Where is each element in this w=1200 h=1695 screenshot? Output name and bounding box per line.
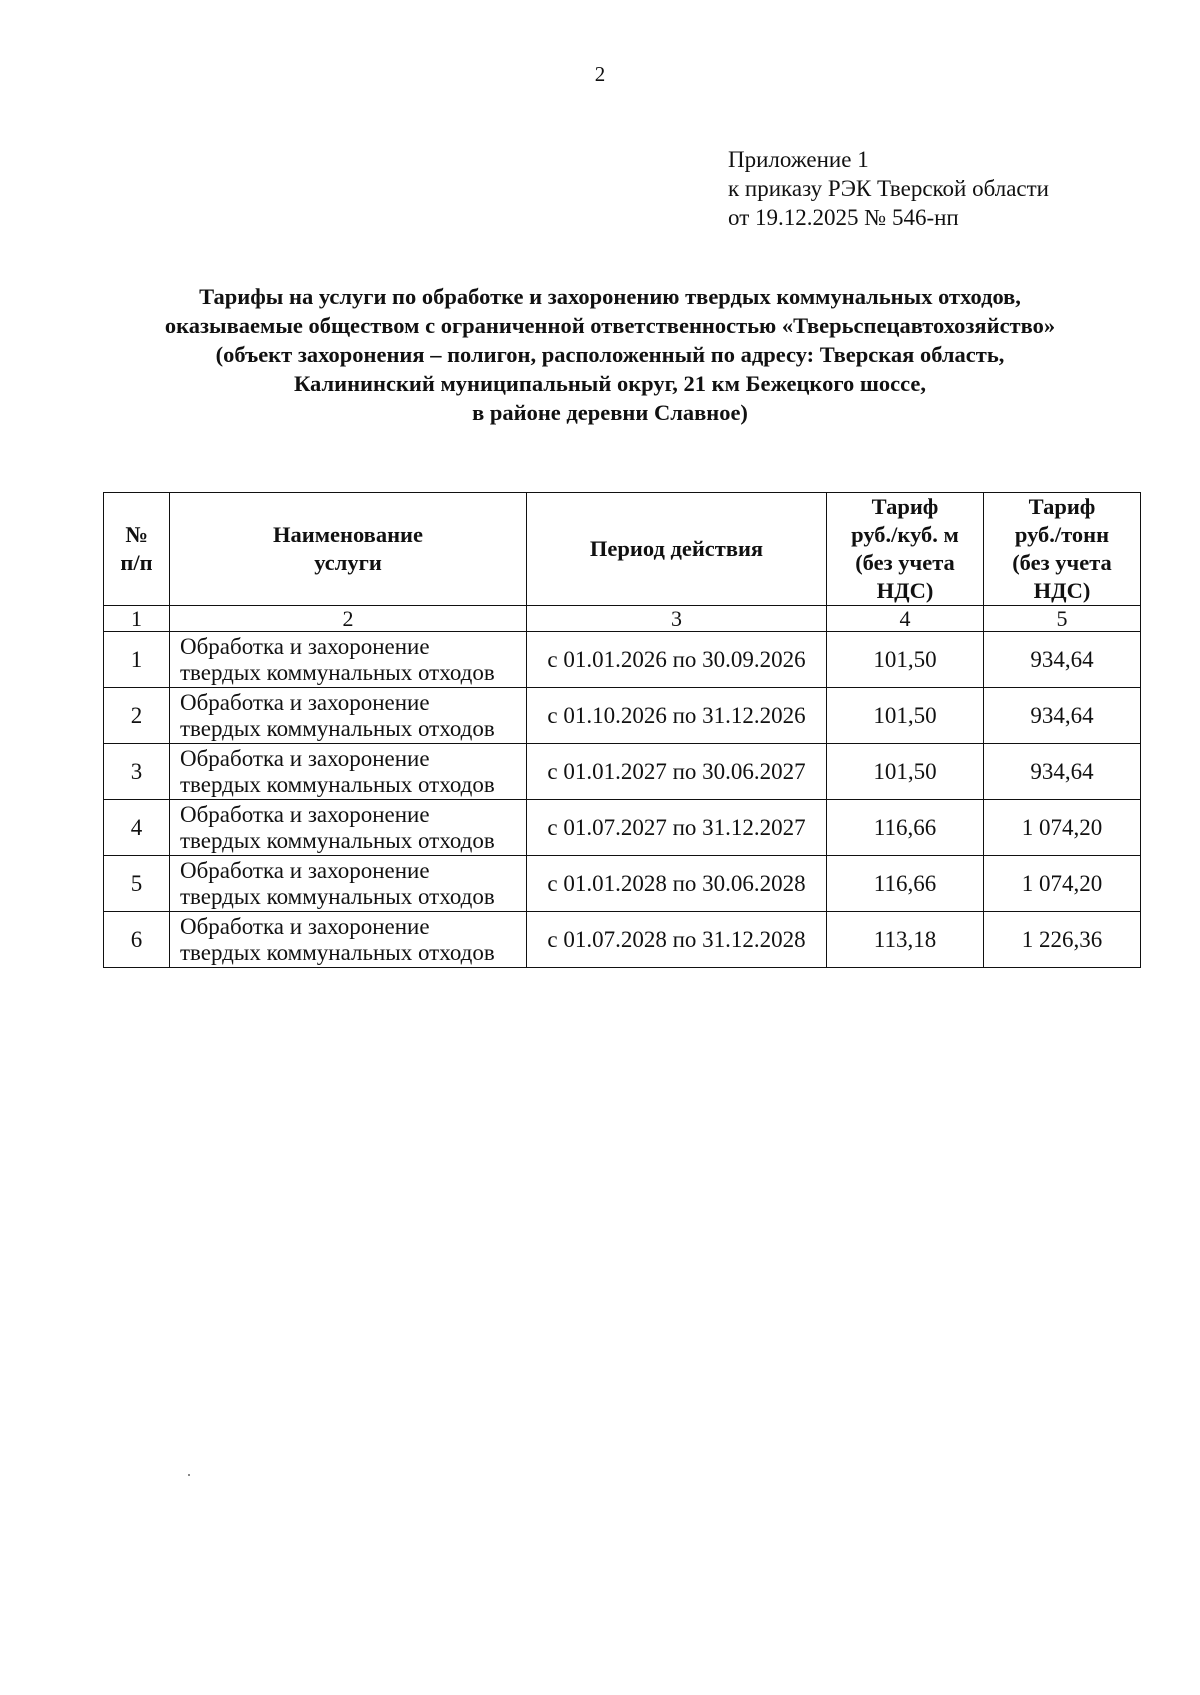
table-row bbox=[104, 744, 1141, 800]
table-header-row bbox=[104, 493, 1141, 606]
appendix-reference bbox=[728, 145, 1049, 232]
tariff-t: 1 074,20 bbox=[984, 800, 1141, 856]
tariff-m3: 116,66 bbox=[827, 856, 984, 912]
validity-period: с 01.10.2026 по 31.12.2026 bbox=[527, 688, 827, 744]
service-name: Обработка и захоронение твердых коммунальных отходов bbox=[170, 744, 527, 800]
tariff-t: 1 226,36 bbox=[984, 912, 1141, 968]
tariff-m3: 116,66 bbox=[827, 800, 984, 856]
row-number: 4 bbox=[104, 800, 170, 856]
header-tariff-m3: Тариф руб./куб. м (без учета НДС) bbox=[827, 493, 984, 606]
column-number: 4 bbox=[827, 606, 984, 632]
validity-period: с 01.07.2027 по 31.12.2027 bbox=[527, 800, 827, 856]
column-number: 5 bbox=[984, 606, 1141, 632]
tariff-m3: 101,50 bbox=[827, 632, 984, 688]
column-number: 1 bbox=[104, 606, 170, 632]
table-row bbox=[104, 912, 1141, 968]
service-name: Обработка и захоронение твердых коммунальных отходов bbox=[170, 632, 527, 688]
tariff-t: 934,64 bbox=[984, 744, 1141, 800]
appendix-line: Приложение 1 bbox=[728, 147, 869, 172]
title-line: (объект захоронения – полигон, расположенный по адресу: Тверская область, bbox=[215, 342, 1005, 367]
tariff-t: 934,64 bbox=[984, 688, 1141, 744]
row-number: 6 bbox=[104, 912, 170, 968]
header-num: № п/п bbox=[104, 493, 170, 606]
page-number: 2 bbox=[594, 62, 606, 86]
tariff-m3: 113,18 bbox=[827, 912, 984, 968]
table-row bbox=[104, 632, 1141, 688]
table-row bbox=[104, 688, 1141, 744]
column-number: 3 bbox=[527, 606, 827, 632]
validity-period: с 01.01.2028 по 30.06.2028 bbox=[527, 856, 827, 912]
header-name: Наименование услуги bbox=[170, 493, 527, 606]
tariff-table bbox=[103, 492, 1141, 968]
validity-period: с 01.01.2026 по 30.09.2026 bbox=[527, 632, 827, 688]
title-line: Тарифы на услуги по обработке и захоронению твердых коммунальных отходов, bbox=[199, 284, 1021, 309]
title-line: Калининский муниципальный округ, 21 км Бежецкого шоссе, bbox=[294, 371, 926, 396]
header-tariff-t: Тариф руб./тонн (без учета НДС) bbox=[984, 493, 1141, 606]
header-period: Период действия bbox=[527, 493, 827, 606]
row-number: 5 bbox=[104, 856, 170, 912]
title-line: оказываемые обществом с ограниченной ответственностью «Тверьспецавтохозяйство» bbox=[164, 313, 1056, 338]
column-number-row bbox=[104, 606, 1141, 632]
column-number: 2 bbox=[170, 606, 527, 632]
service-name: Обработка и захоронение твердых коммунальных отходов bbox=[170, 688, 527, 744]
document-title bbox=[60, 282, 1160, 427]
title-line: в районе деревни Славное) bbox=[472, 400, 748, 425]
service-name: Обработка и захоронение твердых коммунальных отходов bbox=[170, 856, 527, 912]
tariff-t: 934,64 bbox=[984, 632, 1141, 688]
tariff-t: 1 074,20 bbox=[984, 856, 1141, 912]
tariff-m3: 101,50 bbox=[827, 744, 984, 800]
validity-period: с 01.01.2027 по 30.06.2027 bbox=[527, 744, 827, 800]
row-number: 1 bbox=[104, 632, 170, 688]
service-name: Обработка и захоронение твердых коммунальных отходов bbox=[170, 912, 527, 968]
row-number: 2 bbox=[104, 688, 170, 744]
appendix-line: от 19.12.2025 № 546-нп bbox=[728, 205, 959, 230]
validity-period: с 01.07.2028 по 31.12.2028 bbox=[527, 912, 827, 968]
tariff-m3: 101,50 bbox=[827, 688, 984, 744]
table-row bbox=[104, 800, 1141, 856]
appendix-line: к приказу РЭК Тверской области bbox=[728, 176, 1049, 201]
table-row bbox=[104, 856, 1141, 912]
row-number: 3 bbox=[104, 744, 170, 800]
scan-artifact bbox=[188, 1474, 190, 1476]
service-name: Обработка и захоронение твердых коммунальных отходов bbox=[170, 800, 527, 856]
